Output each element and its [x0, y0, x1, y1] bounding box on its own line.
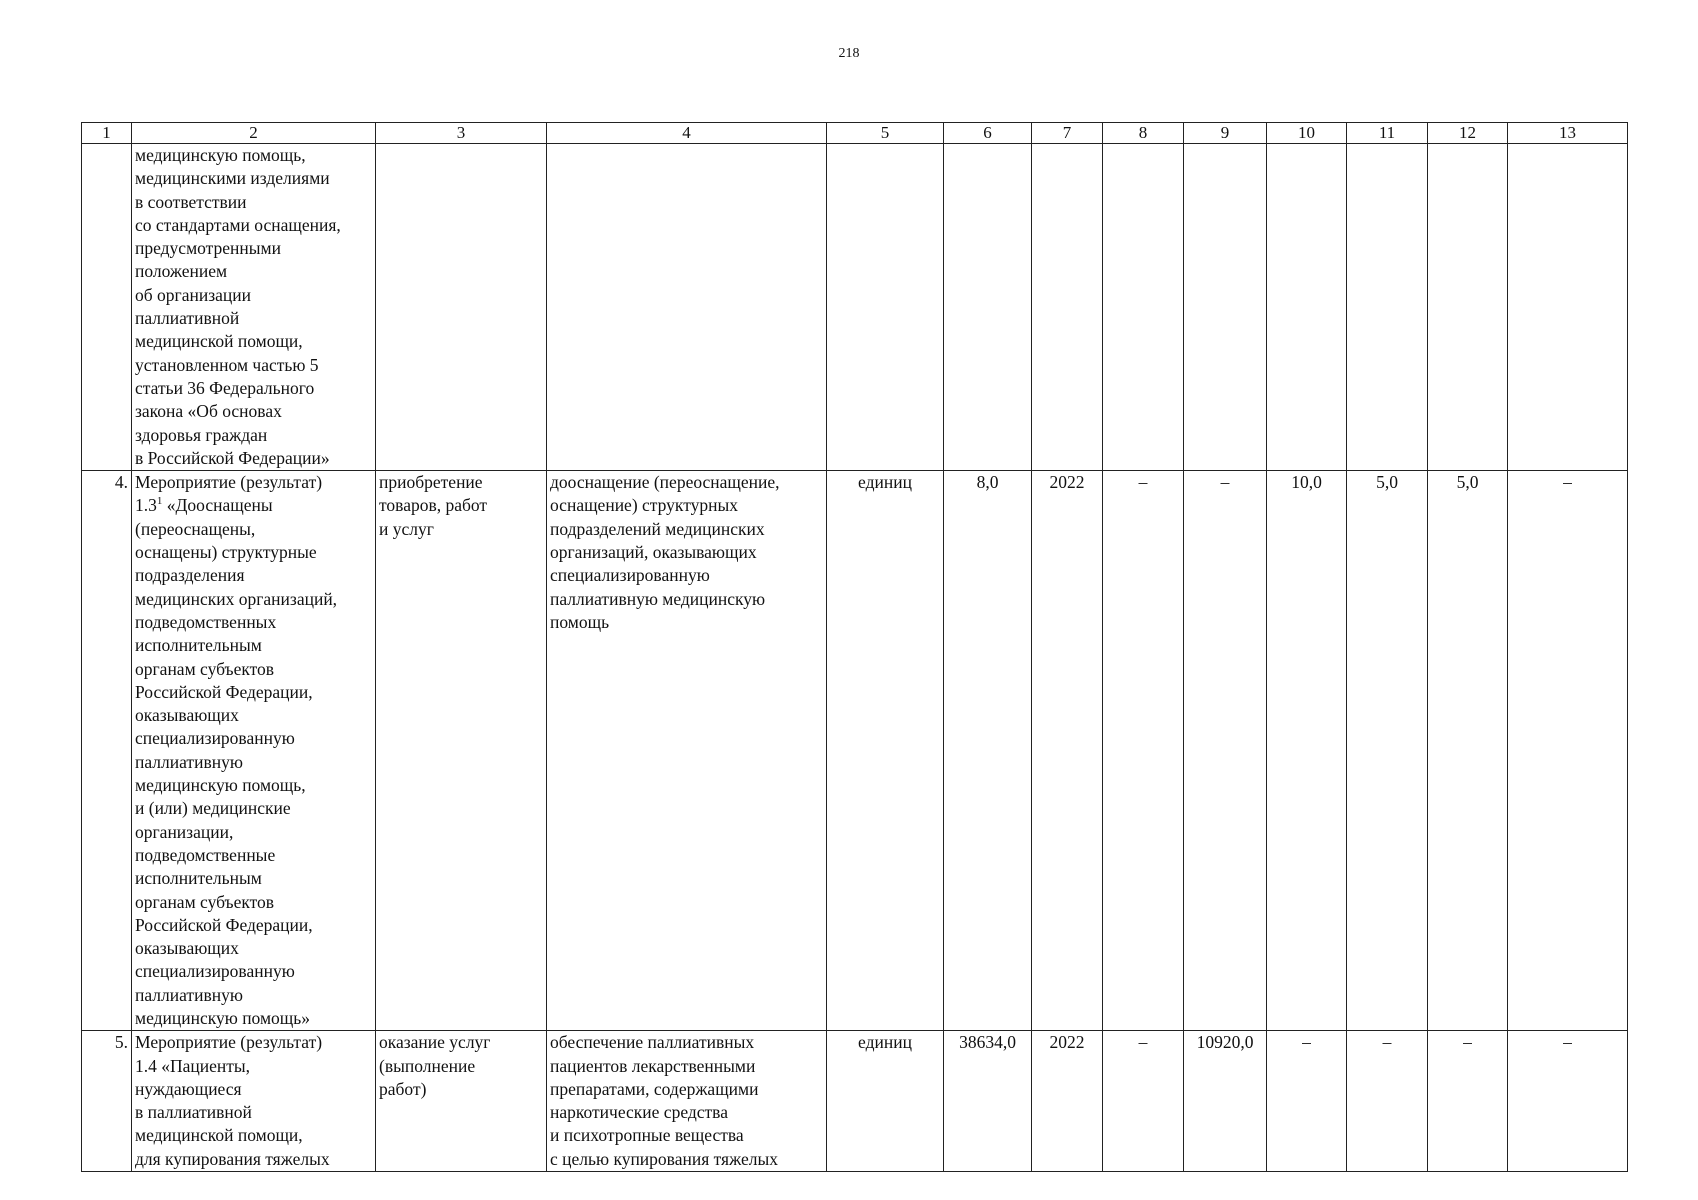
- header-cell: 9: [1184, 123, 1267, 144]
- header-cell: 2: [132, 123, 376, 144]
- row-number-cell: [82, 144, 132, 471]
- unit-cell: единиц: [827, 1031, 944, 1172]
- value-cell: 10920,0: [1184, 1031, 1267, 1172]
- header-cell: 13: [1508, 123, 1628, 144]
- value-cell: 2022: [1032, 471, 1103, 1031]
- header-cell: 3: [376, 123, 547, 144]
- description-cell: обеспечение паллиативных пациентов лекарственными препаратами, содержащими наркотические средства и психотропные вещества с целью купирования тяжелых: [547, 1031, 827, 1172]
- unit-cell: единиц: [827, 471, 944, 1031]
- header-cell: 7: [1032, 123, 1103, 144]
- value-cell: –: [1267, 1031, 1347, 1172]
- row-number-cell: 5.: [82, 1031, 132, 1172]
- page-number: 218: [838, 46, 860, 61]
- table-row: [82, 471, 1628, 1031]
- value-cell: –: [1103, 1031, 1184, 1172]
- unit-cell: [827, 144, 944, 471]
- header-cell: 8: [1103, 123, 1184, 144]
- description-cell: [547, 144, 827, 471]
- value-cell: [1184, 144, 1267, 471]
- value-cell: 2022: [1032, 1031, 1103, 1172]
- value-cell: –: [1428, 1031, 1508, 1172]
- row-number-cell: 4.: [82, 471, 132, 1031]
- header-cell: 1: [82, 123, 132, 144]
- table-row: [82, 144, 1628, 471]
- header-cell: 10: [1267, 123, 1347, 144]
- measure-type-cell: [376, 144, 547, 471]
- value-cell: –: [1347, 1031, 1428, 1172]
- value-cell: –: [1103, 471, 1184, 1031]
- value-cell: [1103, 144, 1184, 471]
- table-row: [82, 1031, 1628, 1172]
- measure-name-text: Мероприятие (результат) 1.3: [135, 472, 323, 516]
- header-cell: 6: [944, 123, 1032, 144]
- table-header-row: [82, 123, 1628, 144]
- value-cell: –: [1184, 471, 1267, 1031]
- value-cell: [1508, 144, 1628, 471]
- header-cell: 11: [1347, 123, 1428, 144]
- value-cell: [1032, 144, 1103, 471]
- value-cell: [1347, 144, 1428, 471]
- value-cell: –: [1508, 1031, 1628, 1172]
- measure-type-cell: оказание услуг (выполнение работ): [376, 1031, 547, 1172]
- measure-name-text: «Дооснащены (переоснащены, оснащены) структурные подразделения медицинских организаций, подведомственных исполнительным органам субъектов Российской Федерации, оказывающих специализированную паллиативную медицинскую помощь, и (или) медицинские организации, подведомственные исполнительным органам субъектов Российской Федерации, оказывающих специализированную паллиативную медицинскую помощь»: [135, 495, 338, 1028]
- value-cell: [1428, 144, 1508, 471]
- value-cell: –: [1508, 471, 1628, 1031]
- value-cell: [1267, 144, 1347, 471]
- data-table: [81, 122, 1628, 1172]
- value-cell: 8,0: [944, 471, 1032, 1031]
- header-cell: 12: [1428, 123, 1508, 144]
- value-cell: 38634,0: [944, 1031, 1032, 1172]
- value-cell: 5,0: [1347, 471, 1428, 1031]
- measure-name-cell: медицинскую помощь, медицинскими изделиями в соответствии со стандартами оснащения, предусмотренными положением об организации паллиативной медицинской помощи, установленном частью 5 статьи 36 Федерального закона «Об основах здоровья граждан в Российской Федерации»: [132, 144, 376, 471]
- measure-type-cell: приобретение товаров, работ и услуг: [376, 471, 547, 1031]
- description-cell: дооснащение (переоснащение, оснащение) структурных подразделений медицинских организаций, оказывающих специализированную паллиативную медицинскую помощь: [547, 471, 827, 1031]
- header-cell: 5: [827, 123, 944, 144]
- measure-name-cell: Мероприятие (результат) 1.4 «Пациенты, нуждающиеся в паллиативной медицинской помощи, для купирования тяжелых: [132, 1031, 376, 1172]
- value-cell: 5,0: [1428, 471, 1508, 1031]
- header-cell: 4: [547, 123, 827, 144]
- footnote-marker: 1: [156, 495, 163, 508]
- value-cell: [944, 144, 1032, 471]
- value-cell: 10,0: [1267, 471, 1347, 1031]
- measure-name-cell: [132, 471, 376, 1031]
